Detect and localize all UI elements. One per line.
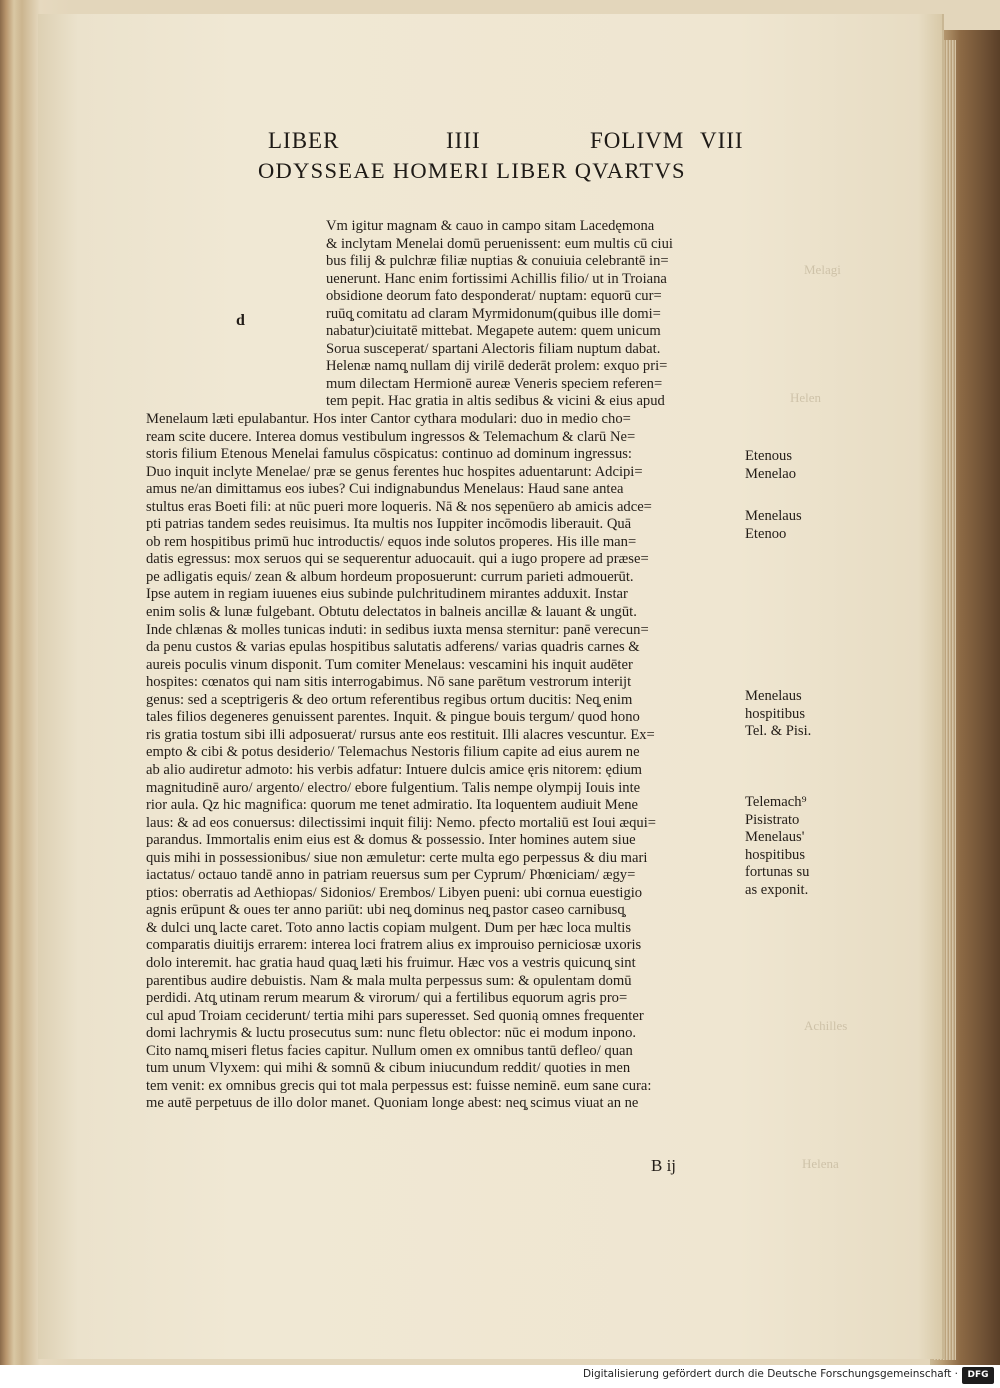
dfg-logo: DFG	[962, 1367, 994, 1384]
note-line: hospitibus	[745, 705, 806, 722]
text-line: tem venit: ex omnibus grecis qui tot mala perpessus est: fuisse neminē. eum sane cura:	[146, 1077, 652, 1094]
text-line: aureis poculis vinum disponit. Tum comiter Menelaus: vescamini his inquit audēter	[146, 656, 633, 673]
text-line: Menelaum læti epulabantur. Hos inter Cantor cythara modulari: duo in medio cho=	[146, 411, 631, 428]
text-line: pti patrias tandem sedes reuisimus. Ita multis nos Iuppiter incōmodis liberauit. Quā	[146, 516, 632, 533]
note-line: Menelaus	[745, 688, 802, 704]
text-line: cul apud Troiam ceciderunt/ tertia mihi pars superesset. Sed quonią omnes frequenter	[146, 1007, 644, 1024]
text-line: ream scite ducere. Interea domus vestibulum ingressos & Telemachum & clarū Ne=	[146, 428, 636, 445]
guide-letter: d	[236, 312, 245, 329]
text-line: da penu custos & varias epulas hospitibus salutatis adferens/ varias quadris carnes &	[146, 639, 640, 656]
text-line: datis egressus: mox seruos qui se sequerentur aduocauit. qui a iugo propere ad præse=	[146, 551, 649, 568]
text-line: ob rem hospitibus primū huc introductis/ equos inde solutos properes. His ille man=	[146, 533, 637, 550]
header-folio-number: VIII	[700, 128, 744, 153]
text-line: quis mihi in possessionibus/ siue non æmuletur: certe multa ego perpessus & diu mari	[146, 849, 648, 866]
note-line: Tel. & Pisi.	[745, 723, 812, 739]
text-line: mum dilectam Hermionē aureæ Veneris speciem referen=	[326, 375, 663, 392]
text-line: nabatur)ciuitatē mittebat. Megapete autem: quem unicum	[326, 323, 661, 340]
header-folium: FOLIVM	[590, 128, 685, 153]
text-line: agnis erūpunt & oues ter anno pariūt: ubi neq̧ dominus neq̧ pastor caseo carnibusq̧	[146, 902, 625, 919]
text-line: Ipse autem in regiam iuuenes eius subinde pulchritudinem mirantes adduxit. Instar	[146, 586, 628, 603]
text-line: empto & cibi & potus desiderio/ Telemachus Nestoris filium capite ad eius aurem ne	[146, 744, 640, 761]
text-line: magnitudinē auro/ argento/ electro/ ebore fulgentium. Talis nempe olympij Iouis inte	[146, 779, 641, 796]
note-line: hospitibus	[745, 846, 806, 863]
text-line: me autē perpetuus de illo dolor manet. Quoniam longe abest: neq̧ scimus viuat an ne	[146, 1095, 639, 1112]
note-line: Menelao	[745, 465, 797, 482]
footer-credit: Digitalisierung gefördert durch die Deutsche Forschungsgemeinschaft ·	[582, 1368, 958, 1380]
signature-mark: B ij	[651, 1156, 677, 1175]
text-line: comparatis diuitijs errarem: interea loci fratrem alius ex improuiso perniciosæ uxoris	[146, 937, 642, 954]
bleed-through-text: Achilles	[804, 1018, 848, 1033]
text-line: rior aula. Qz hic magnifica: quorum me tenet admiratio. Ita loquentem audiuit Mene	[146, 797, 638, 814]
text-line: tum unum Vlyxem: qui mihi & somnū & cibum iniucundum reddit/ quoties in men	[146, 1060, 631, 1077]
text-line: Helenæ namq̧ nullam dij virilē dederāt prolem: exquo pri=	[326, 358, 668, 375]
note-line: Menelaus	[745, 508, 802, 524]
text-line: uenerunt. Hanc enim fortissimi Achillis filio/ ut in Troiana	[326, 270, 667, 287]
text-line: & inclytam Menelai domū peruenissent: eum multis cū ciui	[326, 235, 673, 252]
note-line: as exponit.	[745, 881, 809, 898]
text-line: hospites: cœnatos qui nam sitis interrogabimus. Nō sane parētum vestrorum interijt	[146, 674, 632, 691]
text-line: amus ne/an dimittamus eos iubes? Cui indignabundus Menelaus: Haud sane antea	[146, 481, 624, 498]
text-line: parentibus audire debuistis. Nam & mala multa perpessus sum: & opulentam domū	[146, 972, 632, 989]
note-line: Pisistrato	[745, 811, 800, 828]
text-line: domi lachrymis & luctu prosecutus sum: nunc fletu oblector: nūc ei modum inpono.	[146, 1025, 637, 1042]
text-line: bus filij & pulchræ filiæ nuptias & conuiuia celebrantē in=	[326, 253, 669, 270]
text-line: & dulci unq̧ lacte caret. Toto anno lactis copiam mulgent. Dum per hæc loca multis	[146, 919, 632, 936]
note-line: Etenoo	[745, 525, 787, 542]
text-line: Sorua susceperat/ spartani Alectoris filiam nuptum dabat.	[326, 340, 661, 357]
bleed-through-text: Melagi	[804, 262, 841, 277]
text-line: Inde chlænas & molles tunicas induti: in sedibus iuxta mensa sternitur: panē verecun=	[146, 621, 649, 638]
note-line: Telemach⁹	[745, 794, 807, 810]
note-line: Menelaus'	[745, 829, 805, 845]
text-line: ab alio audiretur admoto: his verbis adfatur: Intuere dulcis amice ęris nitorem: ędium	[146, 761, 643, 778]
text-line: parandus. Immortalis enim eius est & domus & possessio. Inter homines autem siue	[146, 832, 636, 849]
marginal-note-1	[745, 448, 796, 483]
text-line: Duo inquit inclyte Menelae/ præ se genus ferentes huc hospites aduentarunt: Adcipi=	[146, 463, 643, 480]
text-line: stultus eras Boeti fili: at nūc pueri more loqueris. Nā & nos sępenūero ab amicis adce=	[146, 498, 652, 515]
text-line: laus: & ad eos conuersus: dilectissimi inquit filij: Nemo. pfecto mortaliū est Ioui æqui=	[146, 814, 657, 831]
main-text	[146, 218, 736, 1113]
text-line: storis filium Etenous Menelai famulus cōspicatus: continuo ad dominum ingressus:	[146, 446, 632, 463]
text-line: enim solis & lunæ fulgebant. Obtutu delectatos in balneis ancillæ & lauant & ungūt.	[146, 604, 637, 621]
text-line: dolo interemit. hac gratia haud quaq̧ læti his fruimur. Hæc vos a vestris quicunq̧ sint	[146, 954, 636, 971]
text-line: pe adligatis equis/ zean & album hordeum proposuerunt: currum parieti admouerūt.	[146, 568, 634, 585]
text-line: perdidi. Atq̧ utinam rerum mearum & virorum/ qui a fertilibus equorum agris pro=	[146, 990, 628, 1007]
text-line: iactatus/ octauo tandē anno in patriam reuersus sum per Cyprum/ Phœniciam/ ægy=	[146, 867, 636, 884]
marginal-note-4	[745, 794, 809, 899]
page-title: ODYSSEAE HOMERI LIBER QVARTVS	[258, 158, 686, 183]
header-book-number: IIII	[446, 128, 481, 153]
text-line: ris gratia tostum sibi illi adposuerat/ rursus ante eos restituit. Illi alacres vescuntur. Ex=	[146, 726, 655, 743]
text-line: Cito namq̧ miseri fletus facies capitur. Nullum omen ex omnibus tantū defleo/ quan	[146, 1042, 633, 1059]
footer-bar	[0, 1365, 1000, 1388]
marginal-note-3	[745, 688, 811, 741]
text-line: tales filios degeneres genuissent parentes. Inquit. & pingue bouis tergum/ quod hono	[146, 709, 640, 726]
text-line: Vm igitur magnam & cauo in campo sitam Lacedęmona	[326, 218, 655, 234]
text-line: genus: sed a sceptrigeris & deo ortum referentibus regibus ortum ducitis: Neq̧ enim	[146, 691, 633, 708]
bleed-through-text: Helen	[790, 390, 822, 405]
text-line: ruūq̧ comitatu ad claram Myrmidonum(quibus ille domi=	[326, 305, 661, 322]
text-line: obsidione deorum fato desponderat/ nuptam: equorū cur=	[326, 288, 662, 305]
note-line: fortunas su	[745, 864, 810, 880]
text-line: ptios: oberratis ad Aethiopas/ Sidonios/ Erembos/ Libyen pueni: ubi cornua euestigio	[146, 884, 643, 901]
bleed-through-text: Helena	[802, 1156, 839, 1171]
header-liber: LIBER	[268, 128, 340, 153]
text-line: tem pepit. Hac gratia in altis sedibus & vicini & eius apud	[326, 393, 665, 410]
note-line: Etenous	[745, 448, 793, 464]
marginal-note-2	[745, 508, 802, 543]
